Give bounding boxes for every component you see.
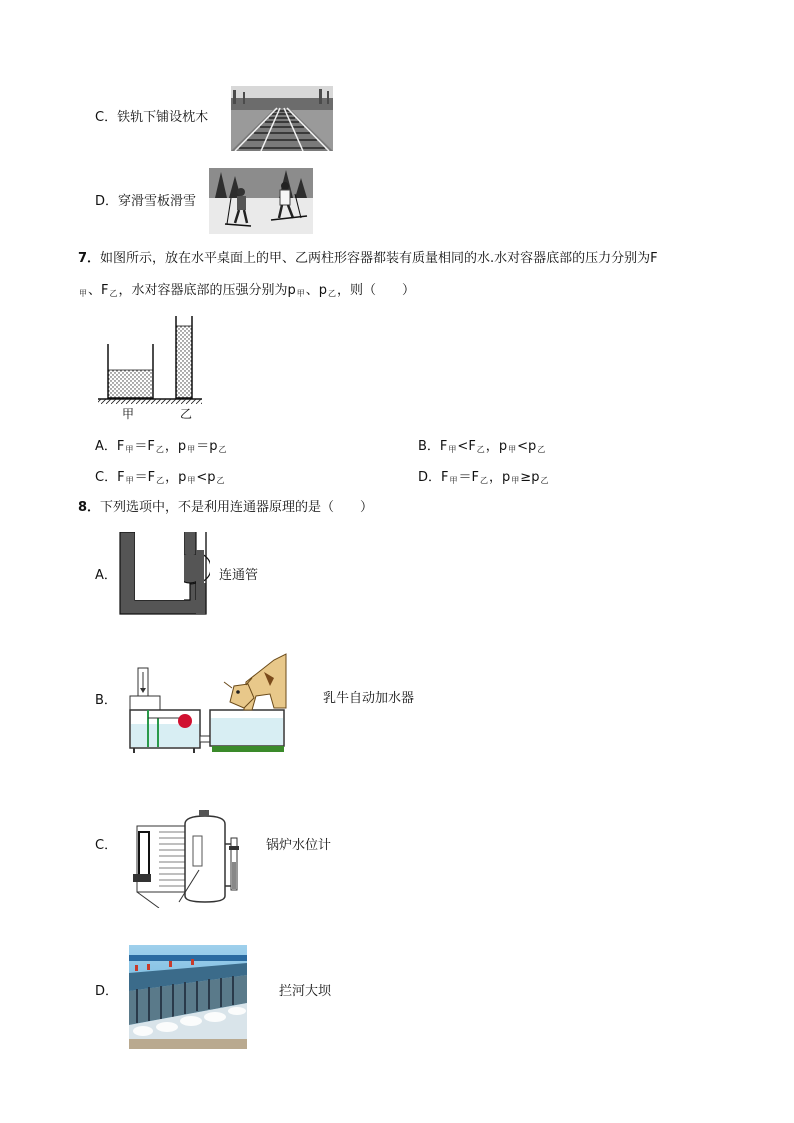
q8-option-a-letter[interactable]: A．: [95, 568, 117, 583]
q8-stem: [78, 499, 373, 517]
option-letter: C．: [95, 110, 118, 125]
float-ball: [178, 714, 192, 728]
question-number: 8．: [78, 500, 101, 515]
q7-option-c[interactable]: C．$F_甲=F_乙$，$p_甲<p_乙$: [95, 470, 225, 485]
option-text: 铁轨下铺设枕木: [117, 110, 209, 125]
q6-option-c: [95, 109, 208, 127]
q7-option-b[interactable]: B．$F_甲<F_乙$，$p_甲<p_乙$: [418, 439, 546, 454]
boiler-tank: [185, 816, 225, 902]
q6-option-d: [95, 193, 196, 211]
q8-option-c-letter[interactable]: C．: [95, 838, 118, 853]
q7-stem-line1: [78, 250, 658, 268]
question-number: 7．: [78, 251, 101, 266]
option-text: 穿滑雪板滑雪: [118, 194, 197, 209]
dam-photo: [129, 945, 247, 1049]
skiing-photo: [209, 168, 313, 234]
figure-label-yi: 乙: [180, 407, 193, 421]
container-yi-water: [176, 326, 192, 398]
q8-option-b-letter[interactable]: B．: [95, 693, 117, 708]
q7-stem-line2: $_甲$、$F_乙$，水对容器底部的压强分别为$p_甲$、$p_乙$，则（ ）: [79, 283, 416, 298]
q8-option-b-caption: 乳牛自动加水器: [323, 691, 415, 706]
boiler-gauge-diagram: [129, 810, 243, 908]
option-letter: D．: [95, 194, 119, 209]
q8-option-c-caption: 锅炉水位计: [266, 838, 332, 853]
q8-option-a-caption: 连通管: [219, 568, 259, 583]
figure-label-jia: 甲: [122, 407, 135, 421]
cow-waterer-diagram: [124, 652, 288, 754]
stem-text: 如图所示，放在水平桌面上的甲、乙两柱形容器都装有质量相同的水.水对容器底部的压力分别为F: [100, 251, 658, 266]
q7-option-a[interactable]: A．$F_甲=F_乙$，$p_甲=p_乙$: [95, 439, 227, 454]
q7-option-d[interactable]: D．$F_甲=F_乙$，$p_甲\ge p_乙$: [418, 470, 549, 485]
q8-option-d-caption: 拦河大坝: [279, 984, 332, 999]
q8-option-d-letter[interactable]: D．: [95, 984, 119, 999]
container-jia-water: [108, 370, 153, 398]
connected-tube-diagram: [118, 532, 210, 616]
stem-text: 下列选项中，不是利用连通器原理的是（ ）: [100, 500, 374, 515]
railway-sleepers-photo: [231, 86, 333, 151]
